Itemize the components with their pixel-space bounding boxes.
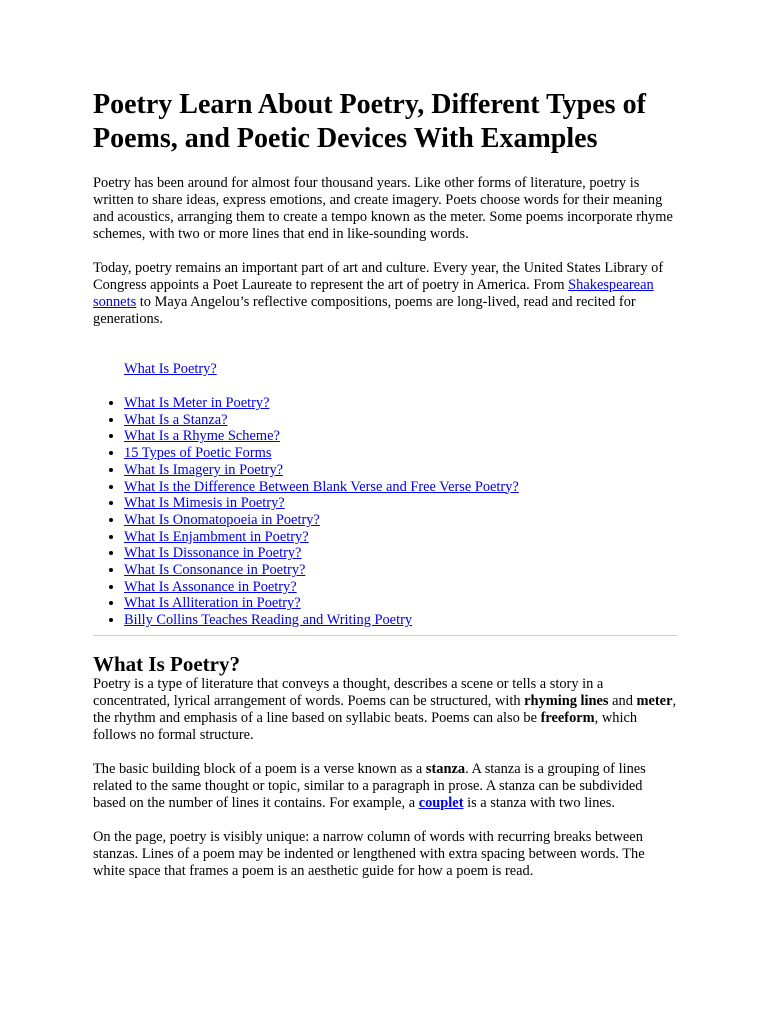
toc-link-stanza[interactable]: What Is a Stanza?: [124, 411, 228, 428]
toc-item: [124, 412, 678, 429]
intro-text-after: to Maya Angelou’s reflective compositions, poems are long-lived, read and recited for generations.: [93, 294, 636, 327]
toc-link-enjambment[interactable]: What Is Enjambment in Poetry?: [124, 528, 309, 545]
toc-link-meter[interactable]: What Is Meter in Poetry?: [124, 395, 270, 411]
toc-item: [124, 428, 678, 445]
toc-item: [124, 579, 678, 596]
section-paragraph-1: [93, 676, 678, 744]
toc-link-onomatopoeia[interactable]: What Is Onomatopoeia in Poetry?: [124, 511, 320, 528]
section-heading: What Is Poetry?: [93, 651, 240, 676]
bold-meter: meter: [636, 692, 673, 709]
section-p1-text: , which follows no formal structure.: [93, 709, 638, 743]
toc-first-entry: [93, 361, 678, 378]
intro-text-before: Today, poetry remains an important part of art and culture. Every year, the United States Library of Congress appoints a Poet Laureate to represent the art of poetry in America. From: [93, 260, 664, 293]
toc-item: [124, 529, 678, 546]
bold-freeform: freeform: [540, 709, 595, 726]
section-p1-text: , the rhythm and emphasis of a line based on syllabic beats. Poems can also be: [93, 692, 677, 726]
toc-item: [124, 512, 678, 529]
intro-paragraph-2: [93, 260, 678, 328]
toc-link-billy-collins[interactable]: Billy Collins Teaches Reading and Writing Poetry: [124, 612, 413, 629]
intro-paragraph-1: Poetry has been around for almost four thousand years. Like other forms of literature, poetry is written to share ideas, express emotions, and create imagery. Poets choose words for their meaning and acoustics, arranging them to create a tempo known as the meter. Some poems incorporate rhyme schemes, with two or more lines that end in like-sounding words.: [93, 175, 673, 242]
toc-item: [124, 595, 678, 612]
toc-link-assonance[interactable]: What Is Assonance in Poetry?: [124, 578, 297, 595]
section-p2-text: The basic building block of a poem is a verse known as a: [93, 760, 426, 777]
toc-item: [124, 395, 678, 412]
section-divider: [93, 635, 677, 636]
toc-link-consonance[interactable]: What Is Consonance in Poetry?: [124, 562, 306, 579]
toc-link-rhyme-scheme[interactable]: What Is a Rhyme Scheme?: [124, 428, 280, 445]
section-paragraph-3: On the page, poetry is visibly unique: a narrow column of words with recurring breaks between stanzas. Lines of a poem may be indented or lengthened with extra spacing between words. The white space that frames a poem is an aesthetic guide for how a poem is read.: [93, 828, 645, 879]
couplet-link[interactable]: couplet: [418, 794, 464, 811]
toc-link-imagery[interactable]: What Is Imagery in Poetry?: [124, 461, 284, 478]
toc-item: [124, 562, 678, 579]
section-p2-text: is a stanza with two lines.: [463, 794, 615, 811]
toc-link-poetic-forms[interactable]: 15 Types of Poetic Forms: [124, 445, 272, 462]
bold-stanza: stanza: [425, 760, 466, 777]
table-of-contents: [93, 395, 678, 629]
section-p2-text: . A stanza is a grouping of lines related to the same thought or topic, similar to a paragraph in prose. A stanza can be subdivided based on the number of lines it contains. For example, a: [93, 760, 646, 811]
article-body: [93, 88, 678, 880]
toc-item: [124, 462, 678, 479]
toc-link-mimesis[interactable]: What Is Mimesis in Poetry?: [124, 495, 285, 512]
shakespearean-sonnets-link[interactable]: Shakespearean sonnets: [93, 277, 654, 310]
toc-item: [124, 545, 678, 562]
page-title: Poetry Learn About Poetry, Different Types of Poems, and Poetic Devices With Examples: [93, 89, 646, 154]
toc-link-dissonance[interactable]: What Is Dissonance in Poetry?: [124, 545, 302, 562]
toc-item: [124, 612, 678, 629]
toc-link-what-is-poetry[interactable]: What Is Poetry?: [124, 361, 217, 377]
toc-item: [124, 479, 678, 496]
toc-item: [124, 445, 678, 462]
bold-rhyming-lines: rhyming lines: [524, 692, 609, 709]
section-p1-text: Poetry is a type of literature that conveys a thought, describes a scene or tells a story in a concentrated, lyrical arrangement of words. Poems can be structured, with: [93, 675, 604, 709]
section-p1-text: and: [608, 692, 637, 709]
toc-item: [124, 495, 678, 512]
toc-link-blank-vs-free-verse[interactable]: What Is the Difference Between Blank Verse and Free Verse Poetry?: [124, 478, 519, 495]
section-paragraph-2: [93, 761, 678, 812]
toc-link-alliteration[interactable]: What Is Alliteration in Poetry?: [124, 595, 301, 612]
